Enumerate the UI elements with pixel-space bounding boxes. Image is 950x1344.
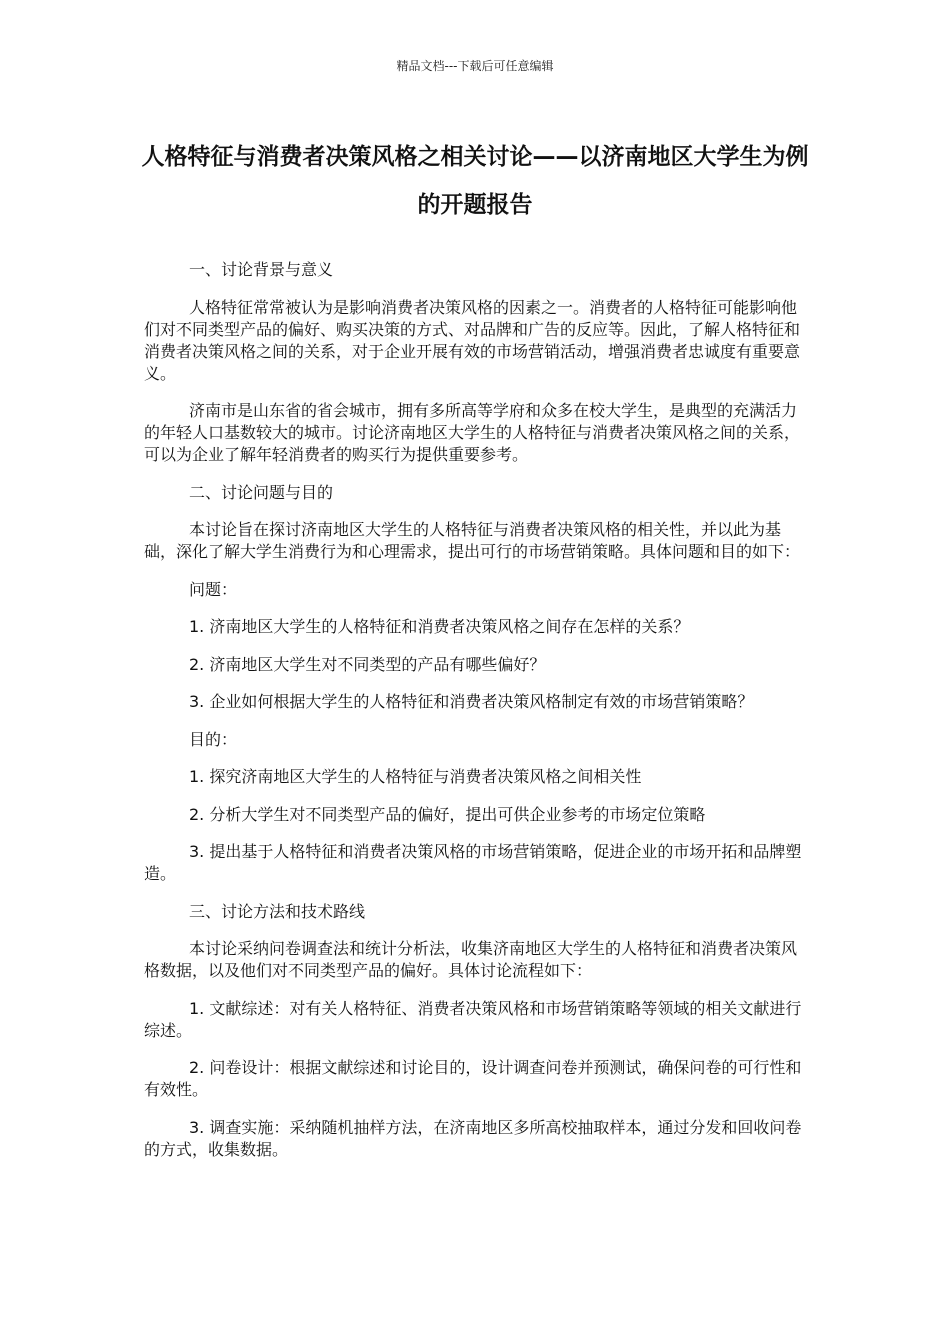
question-item: 2. 济南地区大学生对不同类型的产品有哪些偏好？	[189, 654, 546, 674]
paragraph: 济南市是山东省的省会城市，拥有多所高等学府和众多在校大学生，是典型的充满活力的年轻人口基数较大的城市。讨论济南地区大学生的人格特征与消费者决策风格之间的关系，可以为企业了解年轻消费者的购买行为提供重要参考。	[144, 401, 801, 464]
section-heading-methods: 三、讨论方法和技术路线	[189, 901, 366, 921]
goal-item: 2. 分析大学生对不同类型产品的偏好，提出可供企业参考的市场定位策略	[189, 804, 706, 824]
goal-item: 1. 探究济南地区大学生的人格特征与消费者决策风格之间相关性	[189, 767, 642, 786]
method-step: 3. 调查实施：采纳随机抽样方法，在济南地区多所高校抽取样本，通过分发和回收问卷的方式，收集数据。	[144, 1117, 802, 1159]
header-note: 精品文档---下载后可任意编辑	[396, 59, 554, 73]
method-step: 1. 文献综述：对有关人格特征、消费者决策风格和市场营销策略等领域的相关文献进行综述。	[144, 998, 802, 1040]
paragraph: 人格特征常常被认为是影响消费者决策风格的因素之一。消费者的人格特征可能影响他们对不同类型产品的偏好、购买决策的方式、对品牌和广告的反应等。因此，了解人格特征和消费者决策风格之间的关系，对于企业开展有效的市场营销活动，增强消费者忠诚度有重要意义。	[144, 297, 801, 383]
section-heading-background: 一、讨论背景与意义	[189, 260, 334, 279]
paragraph: 本讨论旨在探讨济南地区大学生的人格特征与消费者决策风格的相关性，并以此为基础，深化了解大学生消费行为和心理需求，提出可行的市场营销策略。具体问题和目的如下：	[144, 520, 801, 561]
question-item: 1. 济南地区大学生的人格特征和消费者决策风格之间存在怎样的关系？	[189, 617, 690, 636]
section-heading-questions: 二、讨论问题与目的	[189, 482, 334, 502]
question-item: 3. 企业如何根据大学生的人格特征和消费者决策风格制定有效的市场营销策略？	[189, 692, 754, 711]
document-title: 人格特征与消费者决策风格之相关讨论——以济南地区大学生为例的开题报告	[141, 144, 809, 218]
document-body	[144, 259, 806, 1176]
questions-label: 问题：	[189, 579, 238, 599]
goal-item: 3. 提出基于人格特征和消费者决策风格的市场营销策略，促进企业的市场开拓和品牌塑造。	[144, 842, 802, 883]
method-step: 2. 问卷设计：根据文献综述和讨论目的，设计调查问卷并预测试，确保问卷的可行性和有效性。	[144, 1058, 802, 1099]
goals-label: 目的：	[189, 729, 238, 749]
paragraph: 本讨论采纳问卷调查法和统计分析法，收集济南地区大学生的人格特征和消费者决策风格数据，以及他们对不同类型产品的偏好。具体讨论流程如下：	[144, 939, 798, 980]
